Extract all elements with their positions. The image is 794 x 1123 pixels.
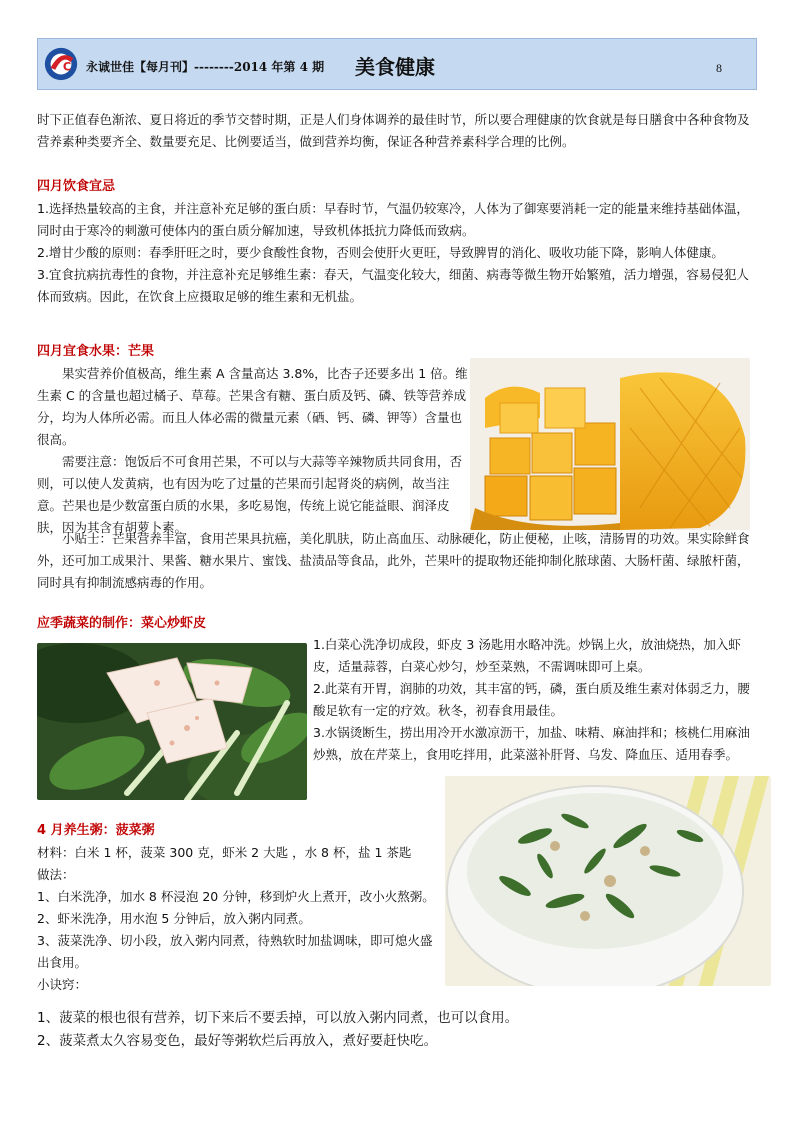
- heading-prefix: 应季蔬菜的制作：: [37, 616, 142, 631]
- method-step: 3、菠菜洗净、切小段，放入粥内同煮，待熟软时加盐调味，即可熄火盛出食用。: [37, 933, 433, 970]
- stir-fried-cabbage-photo: [37, 643, 307, 800]
- list-item: 3.水锅烫断生，捞出用冷开水激凉沥干，加盐、味精、麻油拌和；核桃仁用麻油炒熟，放在芹菜上，食用吃拌用，此菜滋补肝肾、乌发、降血压、适用春季。: [313, 725, 750, 762]
- page-number: 8: [716, 61, 722, 75]
- mango-caution: 需要注意：饱饭后不可食用芒果，不可以与大蒜等辛辣物质共同食用，否则，可以使人发黄病，也有因为吃了过量的芒果而引起肾炎的病例，故当注意。芒果也是少数富蛋白质的水果，多吃易饱，传统上说它能益眼、润泽皮肤，因为其含有胡萝卜素。: [37, 454, 463, 535]
- porridge-tips: [37, 1007, 757, 1053]
- section-heading: [37, 341, 470, 363]
- heading-key: 菜心炒虾皮: [141, 616, 207, 631]
- tips-label: 小诀窍：: [37, 977, 88, 992]
- mango-paragraph: 果实营养价值极高，维生素 A 含量高达 3.8%，比杏子还要多出 1 倍。维生素 C 的含量也超过橘子、草莓。芒果含有糖、蛋白质及钙、磷、铁等营养成分，均为人体所必需。而且人体必需的微量元素（硒、钙、磷、钾等）含量也很高。: [37, 366, 468, 447]
- page-header: [37, 38, 757, 90]
- list-item: 1.白菜心洗净切成段，虾皮 3 汤匙用水略冲洗。炒锅上火，放油烧热，加入虾皮，适量蒜蓉，白菜心炒匀，炒至菜熟，不需调味即可上桌。: [313, 637, 741, 674]
- method-label: 做法：: [37, 867, 75, 882]
- method-step: 1、白米洗净，加水 8 杯浸泡 20 分钟，移到炉火上煮开，改小火熬粥。: [37, 889, 435, 904]
- section-heading: 四月饮食宜忌: [37, 179, 116, 194]
- section-heading: 4 月养生粥：菠菜粥: [37, 823, 155, 838]
- section-mango: [37, 341, 470, 539]
- list-item: 3.宜食抗病抗毒性的食物，并注意补充足够维生素：春天，气温变化较大，细菌、病毒等微生物开始繁殖，活力增强，容易侵犯人体而致病。因此，在饮食上应摄取足够的维生素和无机盐。: [37, 267, 749, 304]
- intro-text: 时下正值春色渐浓、夏日将近的季节交替时期，正是人们身体调养的最佳时节，所以要合理健康的饮食就是每日膳食中各种食物及营养素种类要齐全、数量要充足、比例要适当，做到营养均衡，保证各种营养素科学合理的比例。: [37, 112, 750, 149]
- heading-key: 芒果: [128, 344, 155, 359]
- vegetable-steps: [313, 634, 757, 766]
- page-title: 美食健康: [355, 55, 435, 79]
- list-item: 1.选择热量较高的主食，并注意补充足够的蛋白质：早春时节，气温仍较寒冷，人体为了御寒要消耗一定的能量来维持基础体温，同时由于寒冷的刺激可使体内的蛋白质分解加速，导致机体抵抗力降低而致病。: [37, 201, 749, 238]
- section-heading: [37, 613, 757, 635]
- heading-prefix: 四月宜食水果：: [37, 344, 129, 359]
- list-item: 2.此菜有开胃，润肺的功效，其丰富的钙，磷，蛋白质及维生素对体弱乏力，腰酸足软有一定的疗效。秋冬，初春食用最佳。: [313, 681, 750, 718]
- section-porridge: [37, 820, 437, 996]
- mango-tips-text: 小贴士：芒果营养丰富，食用芒果具抗癌，美化肌肤，防止高血压、动脉硬化，防止便秘，止咳，清肠胃的功效。果实除鲜食外，还可加工成果汁、果酱、糖水果片、蜜饯、盐渍品等食品，此外，芒果叶的提取物还能抑制化脓球菌、大肠杆菌、绿脓杆菌，同时具有抑制流感病毒的作用。: [37, 531, 750, 590]
- issue-line: 永诚世佳【每月刊】--------2014 年第 4 期: [86, 60, 325, 74]
- method-step: 2、虾米洗净，用水泡 5 分钟后，放入粥内同煮。: [37, 911, 311, 926]
- intro-paragraph: [37, 109, 757, 153]
- mango-photo: [470, 358, 750, 530]
- list-item: 2.增甘少酸的原则：春季肝旺之时，要少食酸性食物，否则会使肝火更旺，导致脾胃的消化、吸收功能下降，影响人体健康。: [37, 245, 724, 260]
- tip-item: 2、菠菜煮太久容易变色，最好等粥软烂后再放入，煮好要赶快吃。: [37, 1033, 438, 1049]
- section-vegetable: [37, 613, 757, 635]
- ingredients: 材料：白米 1 杯，菠菜 300 克，虾米 2 大匙 ，水 8 杯，盐 1 茶匙: [37, 845, 412, 860]
- section-diet-tips: [37, 176, 757, 308]
- spinach-porridge-photo: [445, 776, 771, 986]
- mango-tips: [37, 528, 757, 594]
- svg-text:C: C: [62, 59, 72, 74]
- company-logo: [42, 45, 80, 83]
- tip-item: 1、菠菜的根也很有营养，切下来后不要丢掉，可以放入粥内同煮，也可以食用。: [37, 1010, 519, 1026]
